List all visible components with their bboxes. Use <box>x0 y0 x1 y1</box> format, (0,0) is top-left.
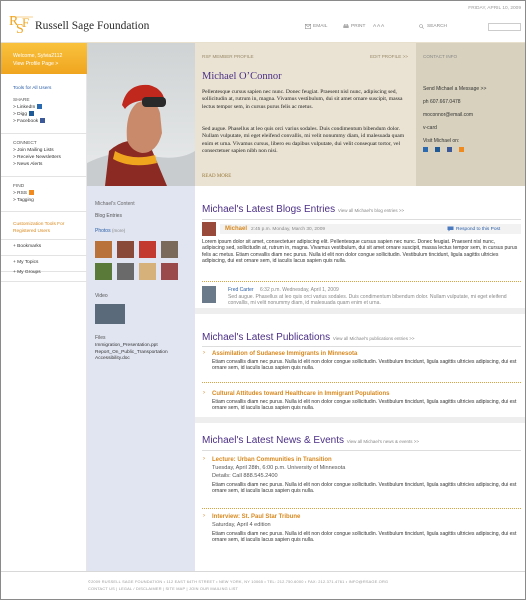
photo-thumbnail[interactable] <box>95 241 112 258</box>
contact-tag: CONTACT INFO <box>423 54 458 59</box>
sidebar-item-mailing-lists[interactable]: > Join Mailing Lists <box>13 148 54 153</box>
custom-heading-2: Registered Users <box>13 229 51 234</box>
welcome-text: Welcome, Sylvia2112 <box>13 53 63 59</box>
read-more-link[interactable]: READ MORE <box>202 174 232 179</box>
divider <box>1 133 87 134</box>
current-date: FRIDAY, APRIL 10, 2009 <box>468 6 521 11</box>
news-item-text: Etiam convallis diam nec purus. Nulla id elit non dolor congue sollicitudin. Vestibulum tincidunt, ligula sagittis ultricies adipiscing, dui est ornare sem, id iaculis lacus sapien quis nulla. <box>212 531 517 544</box>
sidebar-item-newsletters[interactable]: > Receive Newsletters <box>13 155 61 160</box>
contact-panel <box>416 43 526 186</box>
arrow-icon: › <box>203 350 205 356</box>
email-address[interactable]: moconnor@email.com <box>423 112 474 118</box>
phone-number: ph 607.667.0478 <box>423 99 461 105</box>
news-item-date: Tuesday, April 28th, 6:00 p.m. University of Minnesota <box>212 465 346 471</box>
connect-label: CONNECT <box>13 141 37 146</box>
divider <box>202 346 521 347</box>
share-label: SHARE <box>13 98 30 103</box>
divider <box>1 281 87 282</box>
profile-name: Michael O’Connor <box>202 71 282 82</box>
divider <box>1 211 87 212</box>
publications-more-link[interactable]: View all Michael's publications entries >> <box>332 336 415 341</box>
font-size-controls[interactable]: A A A <box>373 24 385 29</box>
sidebar-item-rss[interactable]: > RSS <box>13 190 34 197</box>
email-link[interactable]: EMAIL <box>313 24 328 29</box>
rsf-logo[interactable] <box>9 11 33 39</box>
avatar <box>202 222 216 236</box>
send-message-link[interactable]: Send Michael a Message >> <box>423 86 487 92</box>
content-panel-title: Michael's Content <box>95 201 135 207</box>
custom-heading-1: Customization Tools For <box>13 222 65 227</box>
digg-icon <box>435 147 440 152</box>
file-link[interactable]: Report_On_Public_Transportation <box>95 350 168 355</box>
view-profile-link[interactable]: View Profile Page > <box>13 61 59 67</box>
footer-address: ©2009 RUSSELL SAGE FOUNDATION • 112 EAST 64TH STREET • NEW YORK, NY 10065 • TEL: 212.750.6000 • FAX: 212.371.4761 • INFO@RSAGE.ORG <box>88 579 389 584</box>
video-heading: Video <box>95 293 108 299</box>
publications-title: Michael's Latest Publications View all Michael's publications entries >> <box>202 332 415 343</box>
sidebar-item-linkedin[interactable]: > LinkedIn <box>13 104 42 111</box>
photo-thumbnail[interactable] <box>117 241 134 258</box>
publication-title[interactable]: Assimilation of Sudanese Immigrants in Minnesota <box>212 351 358 357</box>
reply-text: Sed augue. Phasellus at leo quis orci varius sodales. Duis condimentum bibendum dolor. Nullam vulputate, mi eget eleifend convallis, mi velit nonummy diam, id malesuada quam enim et urna. <box>228 294 507 307</box>
photo-thumbnail[interactable] <box>161 241 178 258</box>
file-link[interactable]: Immigration_Presentation.ppt <box>95 343 158 348</box>
blog-meta: 2:45 p.m. Monday, March 30, 2009 <box>251 227 326 232</box>
blog-entry-text: Lorem ipsum dolor sit amet, consectetuer adipiscing elit. Pellentesque cursus sapien nec nunc. Donec feugiat. Praesent nisl nunc, adipiscing sed, sollicitudin at, rutrum in, magna. Vivamus vestibulum, dui sit amet ornare suscipit, massa lectus tempor sem, in cursus purus felis ac metus. Etiam convallis diam nec purus. Nulla id elit non dolor congue sollicitudin. Vestibulum tincidunt, ligula sagittis ultricies adipiscing, dui est ornare sem, id iaculis lacus sapien quis nulla. <box>202 239 518 265</box>
publication-text: Etiam convallis diam nec purus. Nulla id elit non dolor congue sollicitudin. Vestibulum tincidunt, ligula sagittis ultricies adipiscing, dui est ornare sem, id iaculis lacus sapien quis nulla. <box>212 399 517 412</box>
photo-thumbnail[interactable] <box>161 263 178 280</box>
facebook-icon <box>447 147 452 152</box>
reply-meta: 6:32 p.m. Wednesday, April 1, 2009 <box>260 287 339 293</box>
arrow-icon: › <box>203 390 205 396</box>
svg-text:F: F <box>22 15 30 30</box>
avatar <box>202 286 216 303</box>
sidebar-item-my-topics[interactable]: + My Topics <box>13 260 39 265</box>
publications-section <box>195 320 526 423</box>
sidebar-item-bookmarks[interactable]: + Bookmarks <box>13 244 42 249</box>
sidebar-item-digg[interactable]: > Digg <box>13 111 34 118</box>
news-item-details: Details: Call 888.545.2400 <box>212 473 278 479</box>
photo-thumbnail[interactable] <box>139 241 156 258</box>
photo-thumbnail[interactable] <box>117 263 134 280</box>
news-item-text: Etiam convallis diam nec purus. Nulla id elit non dolor congue sollicitudin. Vestibulum tincidunt, ligula sagittis ultricies adipiscing, dui est ornare sem, id iaculis lacus sapien quis nulla. <box>212 482 517 495</box>
news-title: Michael's Latest News & Events View all Michael's news & events >> <box>202 435 420 446</box>
divider <box>1 239 87 240</box>
news-item-title[interactable]: Interview: St. Paul Star Tribune <box>212 514 301 520</box>
find-label: FIND <box>13 184 25 189</box>
blogs-more-link[interactable]: View all Michael's blog entries >> <box>337 208 405 213</box>
divider <box>202 281 521 282</box>
divider <box>202 219 521 220</box>
search-label: SEARCH <box>427 24 447 29</box>
arrow-icon: › <box>203 456 205 462</box>
linkedin-icon <box>423 147 428 152</box>
reply-author[interactable]: Fred Carter <box>228 287 254 293</box>
photo-thumbnail[interactable] <box>95 263 112 280</box>
photos-heading: Photos (more) <box>95 228 126 234</box>
arrow-icon: › <box>203 513 205 519</box>
edit-profile-link[interactable]: EDIT PROFILE >> <box>370 54 408 59</box>
search-icon[interactable] <box>419 24 424 29</box>
tools-heading: Tools for All Users <box>13 86 52 91</box>
comment-icon <box>447 226 454 232</box>
profile-photo <box>87 43 195 186</box>
sidebar-item-facebook[interactable]: > Facebook <box>13 118 45 125</box>
site-footer <box>1 571 526 600</box>
news-more-link[interactable]: View all Michael's news & events >> <box>346 439 420 444</box>
publication-title[interactable]: Cultural Attitudes toward Healthcare in Immigrant Populations <box>212 391 390 397</box>
visit-label: Visit Michael on: <box>423 138 460 144</box>
social-icons <box>423 147 473 153</box>
blogs-section <box>195 186 526 314</box>
linkedin-icon <box>37 104 42 109</box>
vcard-link[interactable]: v-card <box>423 125 437 131</box>
video-thumbnail[interactable] <box>95 304 125 324</box>
print-icon[interactable] <box>343 24 349 29</box>
rss-icon <box>459 147 464 152</box>
blog-entries-link[interactable]: Blog Entries <box>95 213 122 219</box>
left-sidebar <box>1 43 87 571</box>
digg-icon <box>29 111 34 116</box>
site-header <box>1 1 526 43</box>
sidebar-item-news-alerts[interactable]: > News Alerts <box>13 162 43 167</box>
header-tools <box>305 23 521 33</box>
divider <box>202 450 521 451</box>
divider <box>1 255 87 256</box>
profile-bio-2: Sed augue. Phasellus at leo quis orci varius sodales. Duis condimentum bibendum dolor. Nullam vulputate, mi eget eleifend convallis, mi velit nonummy diam, id malesuada quam enim et urna. Vivamus cursus, libero eu dapibus vulputate, dui velit consequat tortor, vel consectetuer sapien nibh non nisi. <box>202 126 405 154</box>
divider <box>1 176 87 177</box>
profile-bio-1: Pellentesque cursus sapien nec nunc. Donec feugiat. Praesent nisl nunc, adipiscing sed, sollicitudin at, rutrum in, magna. Vivamus vestibulum, dui sit amet ornare suscipit, massa lectus tempor sem, in cursus purus felis ac metus. <box>202 89 403 110</box>
profile-tag: RSF MEMBER PROFILE <box>202 54 254 59</box>
sidebar-item-my-groups[interactable]: + My Groups <box>13 270 41 275</box>
photo-thumbnail[interactable] <box>139 263 156 280</box>
file-link-continued[interactable]: Accessibility.doc <box>95 356 130 361</box>
files-heading: Files <box>95 335 106 341</box>
search-input[interactable] <box>488 23 521 31</box>
divider <box>202 382 521 383</box>
email-icon[interactable] <box>305 24 311 29</box>
photos-more-link[interactable]: (more) <box>111 228 126 233</box>
org-name[interactable]: Russell Sage Foundation <box>35 20 150 32</box>
news-section <box>195 429 526 571</box>
profile-panel <box>195 43 416 186</box>
publication-text: Etiam convallis diam nec purus. Nulla id elit non dolor congue sollicitudin. Vestibulum tincidunt, ligula sagittis ultricies adipiscing, dui est ornare sem, id iaculis lacus sapien quis nulla. <box>212 359 517 372</box>
news-item-title[interactable]: Lecture: Urban Communities in Transition <box>212 457 332 463</box>
content-panel <box>87 43 195 571</box>
sidebar-item-tagging[interactable]: > Tagging <box>13 198 34 203</box>
blog-author[interactable]: Michael <box>225 226 248 232</box>
news-item-date: Saturday, April 4 edition <box>212 522 271 528</box>
print-link[interactable]: PRINT <box>351 24 366 29</box>
svg-text:S: S <box>16 22 24 37</box>
welcome-box <box>1 43 87 74</box>
blogs-title: Michael's Latest Blogs Entries View all Michael's blog entries >> <box>202 204 405 215</box>
footer-links[interactable]: CONTACT US | LEGAL / DISCLAIMER | SITE MAP | JOIN OUR MAILING LIST <box>88 586 239 591</box>
rss-icon <box>29 190 34 195</box>
respond-link[interactable]: Respond to this Post <box>456 227 501 232</box>
svg-text:R: R <box>9 14 19 29</box>
divider <box>202 508 521 509</box>
facebook-icon <box>40 118 45 123</box>
